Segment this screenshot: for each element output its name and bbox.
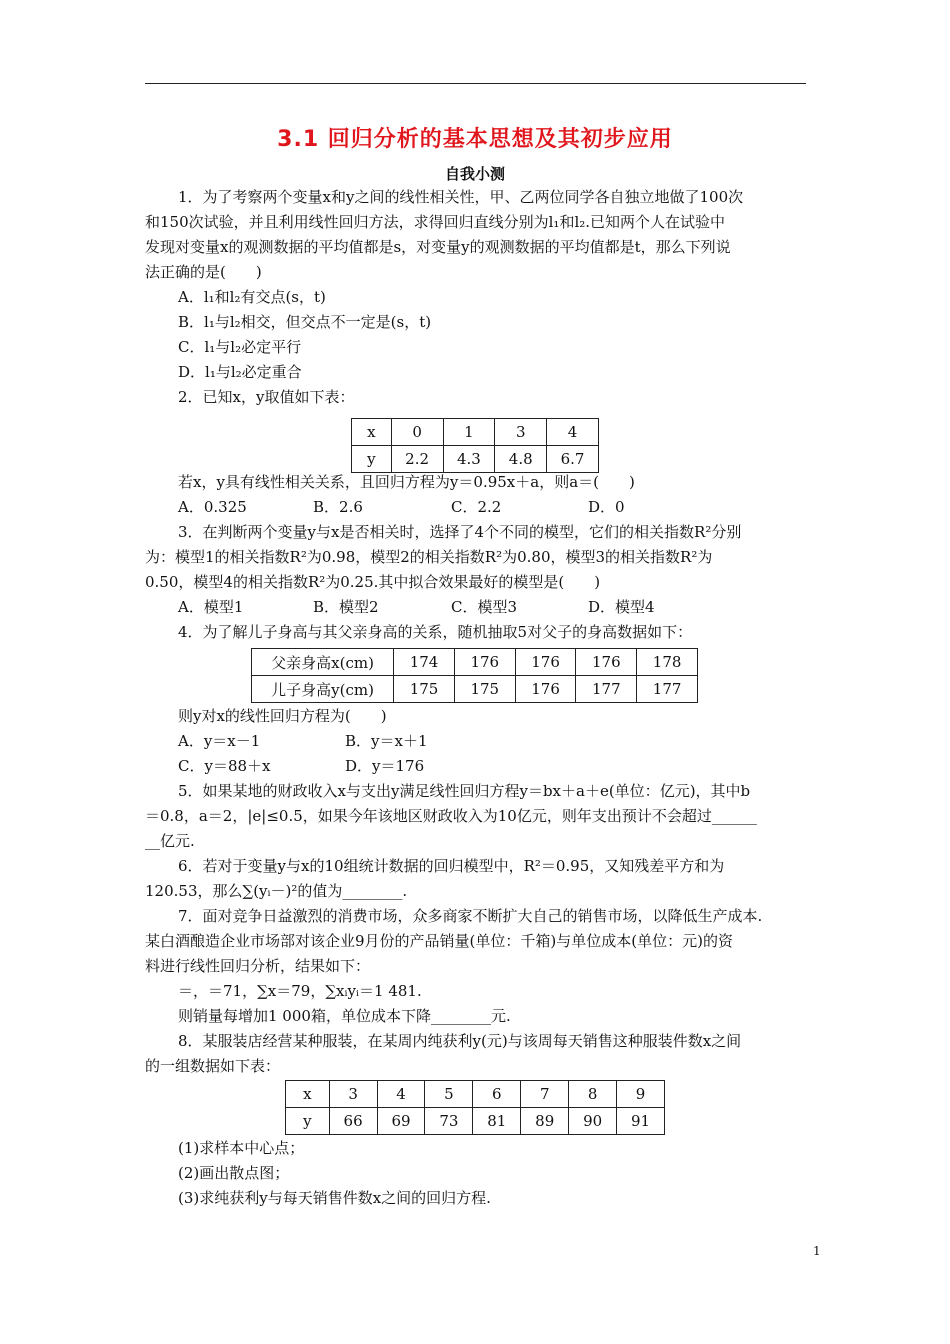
q3-option-d: D．模型4 [588, 598, 655, 616]
table-cell: 9 [617, 1081, 665, 1108]
table-cell: 69 [377, 1108, 425, 1135]
table-cell: 6.7 [547, 446, 599, 473]
table-cell: 89 [521, 1108, 569, 1135]
q8-line-1: 8．某服装店经营某种服装，在某周内纯获利y(元)与该周每天销售这种服装件数x之间 [178, 1032, 742, 1050]
q8-sub-3: (3)求纯获利y与每天销售件数x之间的回归方程. [178, 1189, 491, 1207]
q7-line-3: 料进行线性回归分析，结果如下： [145, 957, 371, 975]
table-cell: 4 [377, 1081, 425, 1108]
page-title: 3.1 回归分析的基本思想及其初步应用 [277, 127, 673, 152]
header-rule [145, 83, 806, 84]
q1-option-a: A．l₁和l₂有交点(s，t) [178, 288, 326, 306]
table-cell: 81 [473, 1108, 521, 1135]
table-cell: 3 [495, 419, 547, 446]
table-cell: x [286, 1081, 330, 1108]
q6-line-1: 6．若对于变量y与x的10组统计数据的回归模型中，R²＝0.95，又知残差平方和为 [178, 857, 725, 875]
table-cell: 0 [391, 419, 443, 446]
q2-option-d: D．0 [588, 498, 625, 516]
q1-line-1: 1．为了考察两个变量x和y之间的线性相关性，甲、乙两位同学各自独立地做了100次 [178, 188, 744, 206]
table-cell: 73 [425, 1108, 473, 1135]
table-cell: 儿子身高y(cm) [252, 676, 394, 703]
q7-line-5: 则销量每增加1 000箱，单位成本下降________元. [178, 1007, 511, 1025]
q3-option-b: B．模型2 [313, 598, 379, 616]
table-cell: 178 [637, 649, 698, 676]
table-cell: y [352, 446, 392, 473]
q1-option-d: D．l₁与l₂必定重合 [178, 363, 302, 381]
q4-data-table [251, 648, 698, 703]
q4-option-b: B．y＝x＋1 [345, 732, 428, 750]
q3-line-1: 3．在判断两个变量y与x是否相关时，选择了4个不同的模型，它们的相关指数R²分别 [178, 523, 742, 541]
q7-line-4: ＝，＝71，∑x＝79，∑xᵢyᵢ＝1 481. [178, 982, 422, 1000]
table-cell: 2.2 [391, 446, 443, 473]
table-cell: 父亲身高x(cm) [252, 649, 394, 676]
q1-line-4: 法正确的是( ) [145, 263, 262, 281]
table-row [252, 649, 698, 676]
q1-line-2: 和150次试验，并且利用线性回归方法，求得回归直线分别为l₁和l₂.已知两个人在试验中 [145, 213, 726, 231]
q2-line-1: 2．已知x，y取值如下表： [178, 388, 355, 406]
q5-line-3: __亿元. [145, 832, 195, 850]
table-cell: 1 [443, 419, 495, 446]
q4-option-c: C．y＝88＋x [178, 757, 271, 775]
table-row [252, 676, 698, 703]
table-cell: x [352, 419, 392, 446]
q4-option-a: A．y＝x－1 [178, 732, 261, 750]
table-cell: y [286, 1108, 330, 1135]
table-cell: 175 [454, 676, 515, 703]
q4-line-2: 则y对x的线性回归方程为( ) [178, 707, 387, 725]
table-row [286, 1081, 665, 1108]
q2-option-b: B．2.6 [313, 498, 363, 516]
table-row [352, 419, 599, 446]
table-cell: 4 [547, 419, 599, 446]
q5-line-1: 5．如果某地的财政收入x与支出y满足线性回归方程y＝bx＋a＋e(单位：亿元)，其中b [178, 782, 751, 800]
table-cell: 4.3 [443, 446, 495, 473]
q3-option-c: C．模型3 [451, 598, 518, 616]
q1-option-b: B．l₁与l₂相交，但交点不一定是(s，t) [178, 313, 432, 331]
q8-sub-1: (1)求样本中心点； [178, 1139, 305, 1157]
table-cell: 177 [637, 676, 698, 703]
table-cell: 7 [521, 1081, 569, 1108]
table-cell: 91 [617, 1108, 665, 1135]
table-cell: 66 [329, 1108, 377, 1135]
table-cell: 90 [569, 1108, 617, 1135]
q5-line-2: ＝0.8，a＝2，|e|≤0.5，如果今年该地区财政收入为10亿元，则年支出预计不会超过______ [145, 807, 757, 825]
q4-option-d: D．y＝176 [345, 757, 425, 775]
section-subtitle: 自我小测 [444, 165, 505, 183]
q7-line-2: 某白酒酿造企业市场部对该企业9月份的产品销量(单位：千箱)与单位成本(单位：元)的资 [145, 932, 733, 950]
table-cell: 176 [576, 649, 637, 676]
page-number: 1 [813, 1244, 821, 1258]
q1-option-c: C．l₁与l₂必定平行 [178, 338, 302, 356]
q4-line-1: 4．为了解儿子身高与其父亲身高的关系，随机抽取5对父子的身高数据如下： [178, 623, 693, 641]
table-cell: 176 [454, 649, 515, 676]
table-cell: 176 [515, 649, 576, 676]
table-cell: 174 [394, 649, 455, 676]
q8-sub-2: (2)画出散点图； [178, 1164, 290, 1182]
q8-data-table [285, 1080, 665, 1135]
table-cell: 176 [515, 676, 576, 703]
q2-option-a: A．0.325 [178, 498, 247, 516]
table-cell: 4.8 [495, 446, 547, 473]
table-cell: 5 [425, 1081, 473, 1108]
q2-line-2: 若x，y具有线性相关关系，且回归方程为y＝0.95x＋a，则a＝( ) [178, 473, 635, 491]
table-cell: 175 [394, 676, 455, 703]
q7-line-1: 7．面对竞争日益激烈的消费市场，众多商家不断扩大自己的销售市场，以降低生产成本. [178, 907, 763, 925]
table-cell: 3 [329, 1081, 377, 1108]
q2-data-table [351, 418, 599, 473]
q3-line-3: 0.50，模型4的相关指数R²为0.25.其中拟合效果最好的模型是( ) [145, 573, 601, 591]
q6-line-2: 120.53，那么∑(yᵢ－)²的值为________. [145, 882, 408, 900]
table-row [352, 446, 599, 473]
table-row [286, 1108, 665, 1135]
q1-line-3: 发现对变量x的观测数据的平均值都是s，对变量y的观测数据的平均值都是t，那么下列说 [145, 238, 731, 256]
table-cell: 177 [576, 676, 637, 703]
table-cell: 6 [473, 1081, 521, 1108]
q3-option-a: A．模型1 [178, 598, 244, 616]
q2-option-c: C．2.2 [451, 498, 502, 516]
q8-line-2: 的一组数据如下表： [145, 1057, 281, 1075]
table-cell: 8 [569, 1081, 617, 1108]
q3-line-2: 为：模型1的相关指数R²为0.98，模型2的相关指数R²为0.80，模型3的相关指数R²为 [145, 548, 713, 566]
